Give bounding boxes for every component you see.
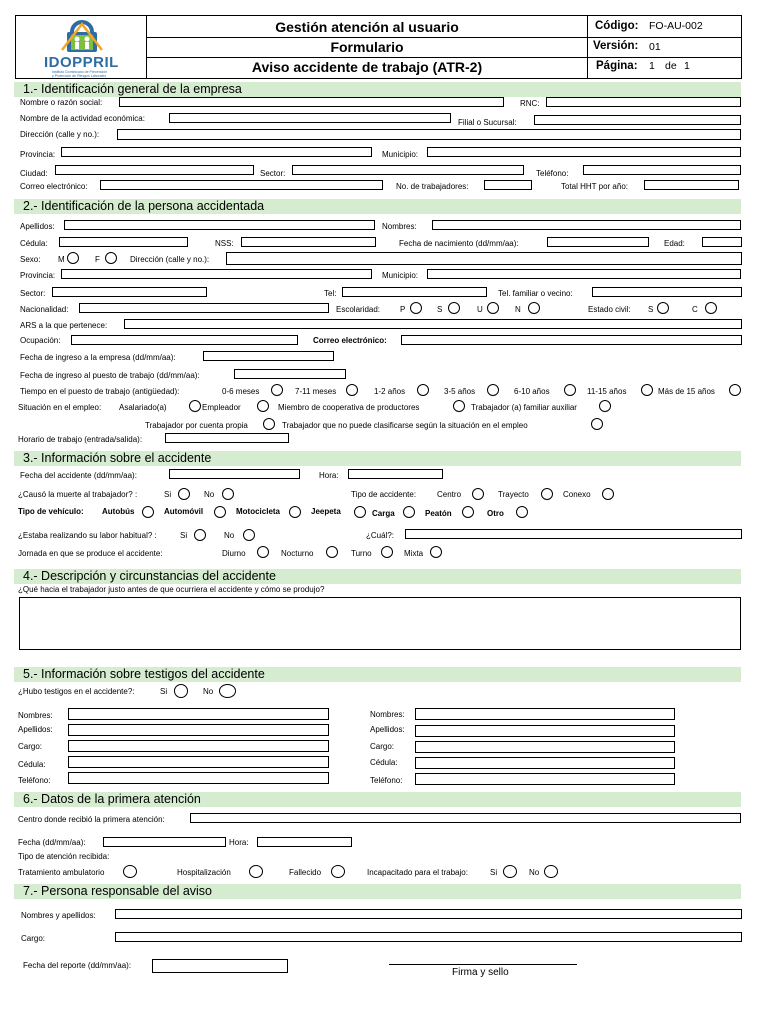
label-incapacitado-no: No [529, 868, 540, 877]
muerte-no-radio[interactable] [222, 488, 234, 500]
habitual-no-radio[interactable] [243, 529, 255, 541]
label-t2: 7-11 meses [295, 387, 337, 396]
label-testigo2-apellidos: Apellidos: [370, 725, 405, 734]
nacionalidad-input[interactable] [79, 303, 329, 313]
pagina-de: de [665, 60, 677, 72]
label-jornada: Jornada en que se produce el accidente: [18, 549, 163, 558]
centro-radio[interactable] [472, 488, 484, 500]
logo-icon [40, 18, 135, 54]
label-sexo: Sexo: [20, 255, 41, 264]
actividad-input[interactable] [169, 113, 451, 123]
label-centro: Centro [437, 490, 462, 499]
label-trayecto: Trayecto [498, 490, 529, 499]
cooperativa-radio[interactable] [453, 400, 465, 412]
firma-label: Firma y sello [452, 967, 509, 978]
label-familiar-auxiliar: Trabajador (a) familiar auxiliar [471, 403, 577, 412]
label-mixta: Mixta [404, 549, 424, 558]
label-ingreso-puesto: Fecha de ingreso al puesto de trabajo (dd/mm/aa): [20, 371, 200, 380]
label-esc-s: S [437, 305, 443, 314]
label-nocturno: Nocturno [281, 549, 314, 558]
label-tipo-atencion: Tipo de atención recibida: [18, 852, 110, 861]
testigo2-telefono-input[interactable] [415, 773, 675, 785]
label-testigo1-cargo: Cargo: [18, 742, 43, 751]
label-rnc: RNC: [520, 99, 540, 108]
header-row-line-2 [146, 57, 742, 58]
label-tiempo: Tiempo en el puesto de trabajo (antigüedad): [20, 387, 180, 396]
label-razon-social: Nombre o razón social: [20, 98, 103, 107]
label-ciudad: Ciudad: [20, 169, 48, 178]
pagina-label: Página: [596, 60, 638, 72]
testigos-si-radio[interactable] [174, 684, 188, 698]
label-diurno: Diurno [222, 549, 246, 558]
label-responsable-nombres: Nombres y apellidos: [21, 911, 96, 920]
correo-empresa-input[interactable] [100, 180, 383, 190]
cedula-input[interactable] [59, 237, 188, 247]
incapacitado-no-radio[interactable] [544, 865, 558, 878]
trayecto-radio[interactable] [541, 488, 553, 500]
tel-familiar-input[interactable] [592, 287, 742, 297]
carga-radio[interactable] [403, 506, 415, 518]
label-escolaridad: Escolaridad: [336, 305, 381, 314]
testigo1-cargo-input[interactable] [68, 740, 329, 752]
horario-input[interactable] [165, 433, 289, 443]
muerte-si-radio[interactable] [178, 488, 190, 500]
label-fecha-accidente: Fecha del accidente (dd/mm/aa): [20, 471, 137, 480]
label-actividad: Nombre de la actividad económica: [20, 114, 145, 123]
label-incapacitado: Incapacitado para el trabajo: [367, 868, 468, 877]
estado-civil-s-radio[interactable] [657, 302, 669, 314]
estado-civil-c-radio[interactable] [705, 302, 717, 314]
autobus-radio[interactable] [142, 506, 154, 518]
section-4-header [14, 569, 741, 584]
label-habitual-no: No [224, 531, 235, 540]
version-value: 01 [649, 41, 661, 53]
no-clasifica-radio[interactable] [591, 418, 603, 430]
label-habitual-si: Si [180, 531, 188, 540]
direccion-empresa-input[interactable] [117, 129, 741, 140]
label-testigo2-telefono: Teléfono: [370, 776, 403, 785]
label-esc-p: P [400, 305, 406, 314]
label-direccion-empresa: Dirección (calle y no.): [20, 130, 100, 139]
municipio-empresa-input[interactable] [427, 147, 741, 157]
responsable-cargo-input[interactable] [115, 932, 742, 942]
codigo-label: Código: [595, 20, 639, 32]
section-1-header [14, 82, 741, 97]
header-divider-right [587, 15, 588, 79]
label-cuenta-propia: Trabajador por cuenta propia [145, 421, 248, 430]
label-incapacitado-si: Si [490, 868, 498, 877]
logo [40, 18, 135, 76]
rnc-input[interactable] [546, 97, 741, 107]
hora-atencion-input[interactable] [257, 837, 352, 847]
label-tel-familiar: Tel. familiar o vecino: [498, 289, 573, 298]
section-4-title: 4.- Descripción y circunstancias del accidente [23, 569, 276, 583]
habitual-si-radio[interactable] [194, 529, 206, 541]
telefono-empresa-input[interactable] [583, 165, 741, 175]
sector-empresa-input[interactable] [292, 165, 524, 175]
label-ambulatorio: Tratamiento ambulatorio [18, 868, 105, 877]
label-sector-persona: Sector: [20, 289, 46, 298]
section-1-title: 1.- Identificación general de la empresa [23, 82, 242, 96]
logo-text: IDOPPRIL [44, 54, 119, 71]
municipio-persona-input[interactable] [427, 269, 741, 279]
label-nacimiento: Fecha de nacimiento (dd/mm/aa): [399, 239, 519, 248]
label-testigo2-cargo: Cargo: [370, 742, 395, 751]
label-filial: Filial o Sucursal: [458, 118, 517, 127]
label-situacion: Situación en el empleo: [18, 403, 102, 412]
ocupacion-input[interactable] [71, 335, 298, 345]
label-hht: Total HHT por año: [561, 182, 628, 191]
nacimiento-input[interactable] [547, 237, 649, 247]
label-ocupacion: Ocupación: [20, 336, 61, 345]
label-tipo-vehiculo: Tipo de vehículo: [18, 507, 84, 516]
label-ec-s: S [648, 305, 654, 314]
hospitalizacion-radio[interactable] [249, 865, 263, 878]
header-title-1: Gestión atención al usuario [275, 19, 459, 35]
label-municipio-empresa: Municipio: [382, 150, 419, 159]
ciudad-input[interactable] [55, 165, 254, 175]
escolaridad-s-radio[interactable] [448, 302, 460, 314]
diurno-radio[interactable] [257, 546, 269, 558]
apellidos-input[interactable] [64, 220, 375, 230]
peaton-radio[interactable] [462, 506, 474, 518]
testigos-no-radio[interactable] [219, 684, 236, 698]
label-muerte: ¿Causó la muerte al trabajador? : [18, 490, 138, 499]
section-6-title: 6.- Datos de la primera atención [23, 792, 201, 806]
descripcion-textarea[interactable] [19, 597, 741, 650]
label-nacionalidad: Nacionalidad: [20, 305, 69, 314]
mixta-radio[interactable] [430, 546, 442, 558]
label-cual: ¿Cuál?: [366, 531, 395, 540]
trabajadores-input[interactable] [484, 180, 532, 190]
familiar-auxiliar-radio[interactable] [599, 400, 611, 412]
header-row-line-1 [146, 37, 742, 38]
firma-line[interactable] [389, 964, 577, 965]
label-hospitalizacion: Hospitalización [177, 868, 231, 877]
testigo1-nombres-input[interactable] [68, 708, 329, 720]
label-t4: 3-5 años [444, 387, 476, 396]
razon-social-input[interactable] [119, 97, 504, 107]
fecha-reporte-input[interactable] [152, 959, 288, 973]
label-tel: Tel: [324, 289, 337, 298]
label-t7: Más de 15 años [658, 387, 715, 396]
label-descripcion-pregunta: ¿Qué hacia el trabajador justo antes de que ocurriera el accidente y cómo se produjo? [18, 585, 325, 594]
ars-input[interactable] [124, 319, 742, 329]
label-ingreso-empresa: Fecha de ingreso a la empresa (dd/mm/aa): [20, 353, 176, 362]
label-municipio-persona: Municipio: [382, 271, 419, 280]
label-autobus: Autobús [102, 507, 135, 516]
testigo2-cargo-input[interactable] [415, 741, 675, 753]
edad-input[interactable] [702, 237, 742, 247]
label-fecha-reporte: Fecha del reporte (dd/mm/aa): [23, 961, 132, 970]
tiempo-6-10-radio[interactable] [564, 384, 576, 396]
section-3-header [14, 451, 741, 466]
label-fallecido: Fallecido [289, 868, 322, 877]
ambulatorio-radio[interactable] [123, 865, 137, 878]
label-apellidos: Apellidos: [20, 222, 55, 231]
label-t5: 6-10 años [514, 387, 550, 396]
section-5-header [14, 667, 741, 682]
codigo-value: FO-AU-002 [649, 20, 703, 32]
tel-input[interactable] [342, 287, 487, 297]
label-testigo2-nombres: Nombres: [370, 710, 405, 719]
section-5-title: 5.- Información sobre testigos del accidente [23, 667, 265, 681]
label-direccion-persona: Dirección (calle y no.): [130, 255, 210, 264]
conexo-radio[interactable] [602, 488, 614, 500]
label-t1: 0-6 meses [222, 387, 260, 396]
turno-radio[interactable] [381, 546, 393, 558]
sexo-f-radio[interactable] [105, 252, 117, 264]
label-asalariado: Asalariado(a) [119, 403, 167, 412]
label-esc-n: N [515, 305, 521, 314]
hht-input[interactable] [644, 180, 739, 190]
section-6-header [14, 792, 741, 807]
label-ec-c: C [692, 305, 698, 314]
label-habitual: ¿Estaba realizando su labor habitual? : [18, 531, 157, 540]
label-fecha-atencion: Fecha (dd/mm/aa): [18, 838, 86, 847]
label-correo-persona: Correo electrónico: [313, 336, 387, 345]
escolaridad-u-radio[interactable] [487, 302, 499, 314]
label-sector-empresa: Sector: [260, 169, 286, 178]
asalariado-radio[interactable] [189, 400, 201, 412]
label-trabajadores: No. de trabajadores: [396, 182, 469, 191]
section-7-header [14, 884, 741, 899]
label-muerte-si: Si [164, 490, 172, 499]
label-testigo1-telefono: Teléfono: [18, 776, 51, 785]
label-hora-atencion: Hora: [229, 838, 249, 847]
label-testigos-si: Si [160, 687, 168, 696]
label-estado-civil: Estado civil: [588, 305, 631, 314]
header-title-3: Aviso accidente de trabajo (ATR-2) [251, 59, 483, 75]
testigo2-apellidos-input[interactable] [415, 725, 675, 737]
label-no-clasifica: Trabajador que no puede clasificarse según la situación en el empleo [282, 421, 528, 430]
label-automovil: Automóvil [164, 507, 204, 516]
provincia-empresa-input[interactable] [61, 147, 372, 157]
empleador-radio[interactable] [257, 400, 269, 412]
responsable-nombres-input[interactable] [115, 909, 742, 919]
logo-subtitle-2: y Protección de Riesgos Laborales [52, 74, 107, 78]
otro-radio[interactable] [516, 506, 528, 518]
tiempo-7-11-radio[interactable] [346, 384, 358, 396]
fecha-atencion-input[interactable] [103, 837, 226, 847]
header-title-2: Formulario [330, 39, 404, 55]
label-t6: 11-15 años [587, 387, 627, 396]
escolaridad-n-radio[interactable] [528, 302, 540, 314]
label-cedula: Cédula: [20, 239, 48, 248]
cual-input[interactable] [405, 529, 742, 539]
label-muerte-no: No [204, 490, 215, 499]
label-provincia-persona: Provincia: [20, 271, 56, 280]
tiempo-mas-15-radio[interactable] [729, 384, 741, 396]
label-t3: 1-2 años [374, 387, 406, 396]
label-sexo-m: M [58, 255, 65, 264]
label-esc-u: U [477, 305, 483, 314]
escolaridad-p-radio[interactable] [410, 302, 422, 314]
section-7-title: 7.- Persona responsable del aviso [23, 884, 213, 898]
provincia-persona-input[interactable] [61, 269, 372, 279]
label-cooperativa: Miembro de cooperativa de productores [278, 403, 420, 412]
label-motocicleta: Motocicleta [236, 507, 281, 516]
tiempo-1-2-radio[interactable] [417, 384, 429, 396]
label-testigo1-apellidos: Apellidos: [18, 725, 53, 734]
correo-persona-input[interactable] [401, 335, 742, 345]
logo-subtitle-1: Instituto Dominicano de Prevención [52, 70, 108, 74]
filial-input[interactable] [534, 115, 741, 125]
nombres-input[interactable] [432, 220, 741, 230]
label-nss: NSS: [215, 239, 234, 248]
tiempo-11-15-radio[interactable] [641, 384, 653, 396]
section-3-title: 3.- Información sobre el accidente [23, 451, 212, 465]
label-conexo: Conexo [563, 490, 591, 499]
testigo1-apellidos-input[interactable] [68, 724, 329, 736]
cuenta-propia-radio[interactable] [263, 418, 275, 430]
centro-atencion-input[interactable] [190, 813, 741, 823]
hora-accidente-input[interactable] [348, 469, 443, 479]
label-ars: ARS a la que pertenece: [20, 321, 108, 330]
label-tipo-accidente: Tipo de accidente: [351, 490, 417, 499]
sector-persona-input[interactable] [52, 287, 207, 297]
fallecido-radio[interactable] [331, 865, 345, 878]
tiempo-0-6-radio[interactable] [271, 384, 283, 396]
label-hora-accidente: Hora: [319, 471, 339, 480]
direccion-persona-input[interactable] [226, 252, 742, 265]
label-otro: Otro [487, 509, 504, 518]
label-nombres: Nombres: [382, 222, 417, 231]
label-testigo1-nombres: Nombres: [18, 711, 53, 720]
jeepeta-radio[interactable] [354, 506, 366, 518]
fecha-accidente-input[interactable] [169, 469, 300, 479]
label-responsable-cargo: Cargo: [21, 934, 46, 943]
incapacitado-si-radio[interactable] [503, 865, 517, 878]
label-carga: Carga [372, 509, 395, 518]
sexo-m-radio[interactable] [67, 252, 79, 264]
section-2-header [14, 199, 741, 214]
pagina-total: 1 [684, 60, 690, 72]
label-centro-atencion: Centro donde recibió la primera atención: [18, 815, 165, 824]
label-turno: Turno [351, 549, 372, 558]
label-correo-empresa: Correo electrónico: [20, 182, 88, 191]
label-testigo2-cedula: Cédula: [370, 758, 398, 767]
label-horario: Horario de trabajo (entrada/salida): [18, 435, 143, 444]
ingreso-empresa-input[interactable] [203, 351, 334, 361]
label-empleador: Empleador [202, 403, 241, 412]
label-testigo1-cedula: Cédula: [18, 760, 46, 769]
label-sexo-f: F [95, 255, 100, 264]
ingreso-puesto-input[interactable] [234, 369, 346, 379]
testigo2-nombres-input[interactable] [415, 708, 675, 720]
section-2-title: 2.- Identificación de la persona accidentada [23, 199, 265, 213]
nocturno-radio[interactable] [326, 546, 338, 558]
version-label: Versión: [593, 40, 639, 52]
automovil-radio[interactable] [214, 506, 226, 518]
testigo1-cedula-input[interactable] [68, 756, 329, 768]
testigo1-telefono-input[interactable] [68, 772, 329, 784]
label-provincia-empresa: Provincia: [20, 150, 56, 159]
motocicleta-radio[interactable] [289, 506, 301, 518]
testigo2-cedula-input[interactable] [415, 757, 675, 769]
label-edad: Edad: [664, 239, 685, 248]
label-testigos-no: No [203, 687, 214, 696]
nss-input[interactable] [241, 237, 376, 247]
pagina-value: 1 [649, 60, 655, 72]
label-jeepeta: Jeepeta [311, 507, 341, 516]
tiempo-3-5-radio[interactable] [487, 384, 499, 396]
label-peaton: Peatón [425, 509, 452, 518]
label-telefono-empresa: Teléfono: [536, 169, 569, 178]
label-hubo-testigos: ¿Hubo testigos en el accidente?: [18, 687, 135, 696]
